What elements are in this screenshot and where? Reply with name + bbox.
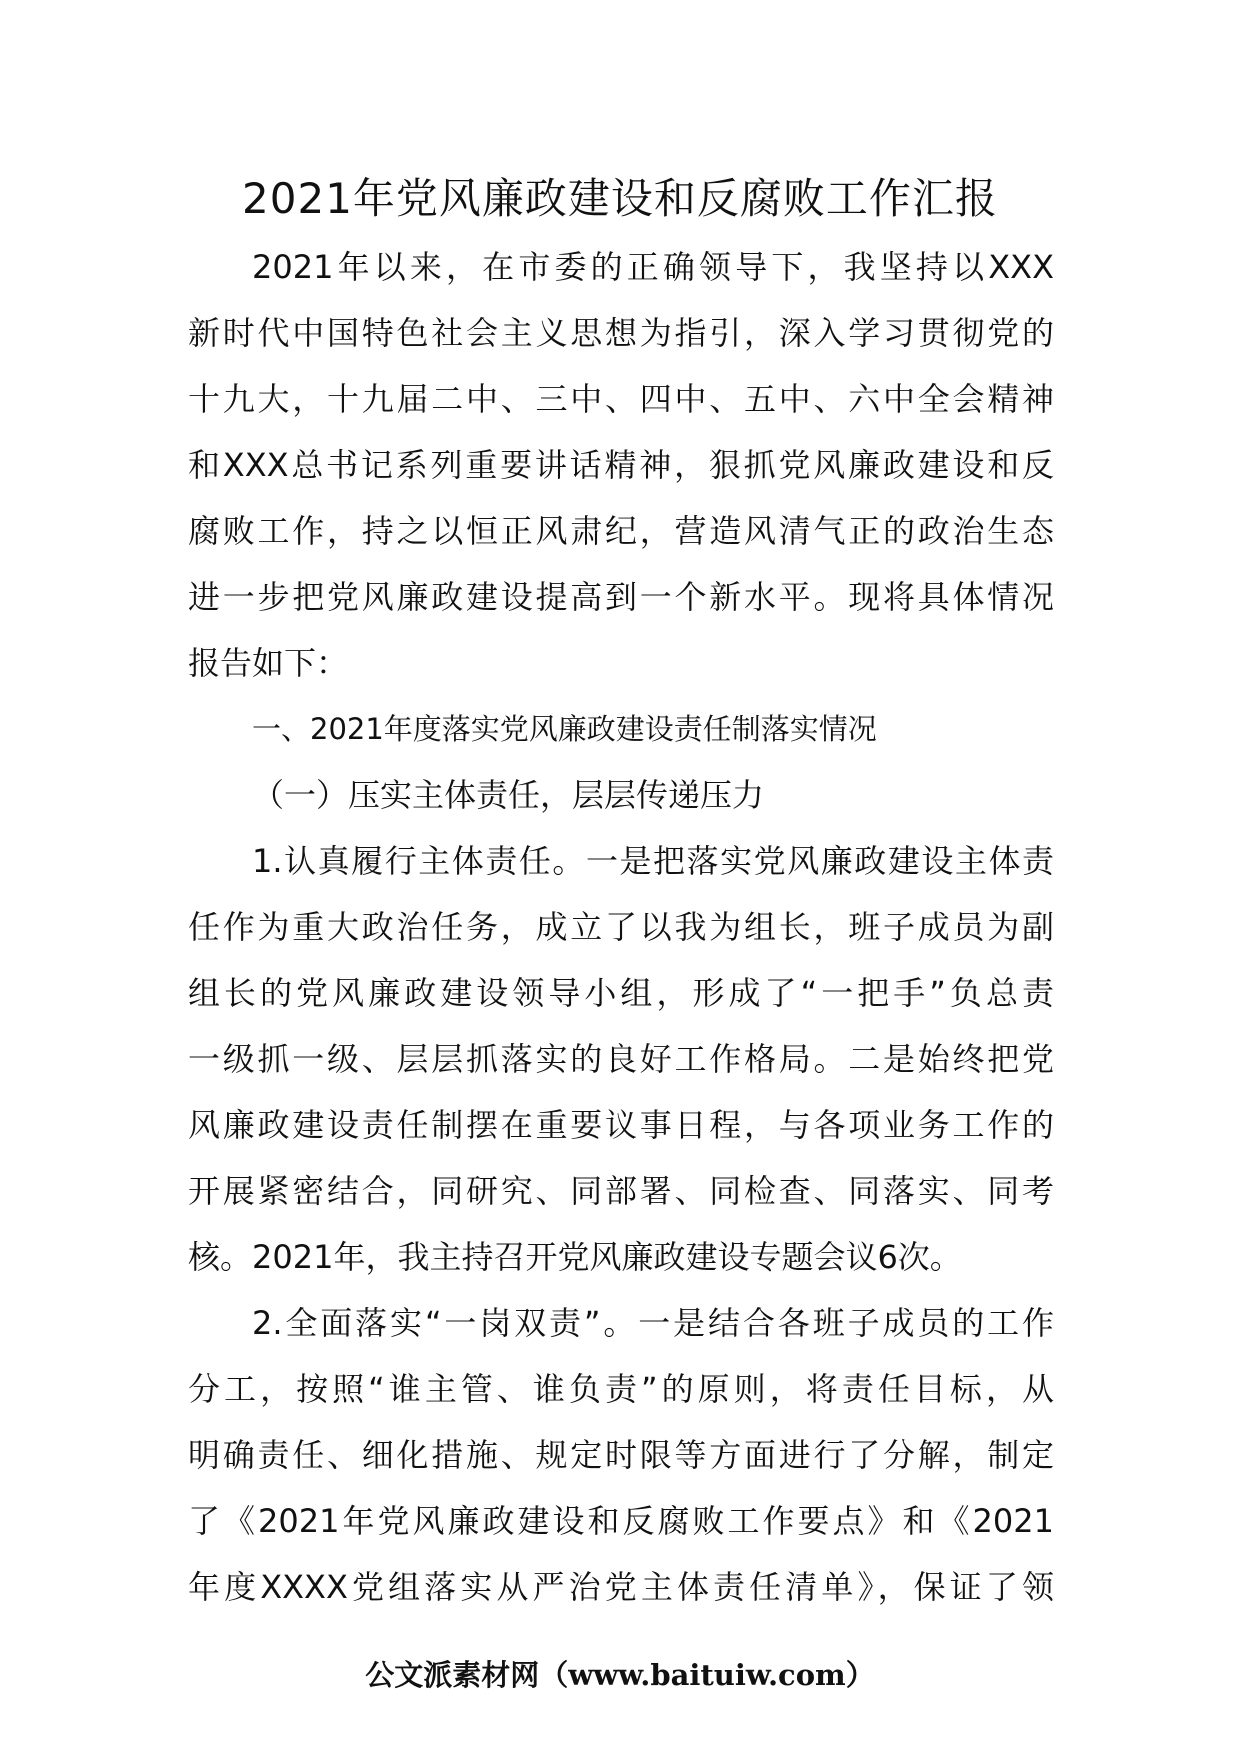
body-text-line: 腐败工作，持之以恒正风肃纪，营造风清气正的政治生态 [188,512,1054,550]
body-text-line: 一、2021年度落实党风廉政建设责任制落实情况 [252,712,877,746]
body-text-line: 年度XXXX党组落实从严治党主体责任清单》，保证了领 [188,1568,1054,1606]
document-body [188,234,1054,1620]
body-text-line: 进一步把党风廉政建设提高到一个新水平。现将具体情况 [188,578,1054,616]
body-text-line: 和XXX总书记系列重要讲话精神，狠抓党风廉政建设和反 [188,446,1054,484]
body-text-line: 报告如下： [188,644,349,682]
body-text-line: 十九大，十九届二中、三中、四中、五中、六中全会精神 [188,380,1054,418]
body-text-line: 风廉政建设责任制摆在重要议事日程，与各项业务工作的 [188,1106,1054,1144]
body-text-line: 了《2021年党风廉政建设和反腐败工作要点》和《2021 [188,1502,1054,1540]
body-text-line: 任作为重大政治任务，成立了以我为组长，班子成员为副 [188,908,1054,946]
body-text-line: 2021年以来，在市委的正确领导下，我坚持以XXX [252,248,1054,286]
body-text-line: 2.全面落实“一岗双责”。一是结合各班子成员的工作 [252,1304,1054,1342]
body-text-line: 1.认真履行主体责任。一是把落实党风廉政建设主体责 [252,842,1054,880]
body-text-line: 组长的党风廉政建设领导小组，形成了“一把手”负总责 [188,974,1054,1012]
watermark-footer: 公文派素材网（www.baituiw.com） [365,1658,875,1692]
body-text-line: （一）压实主体责任，层层传递压力 [252,776,765,814]
body-text-line: 明确责任、细化措施、规定时限等方面进行了分解，制定 [188,1436,1054,1474]
document-title: 2021年党风廉政建设和反腐败工作汇报 [242,174,998,223]
body-text-line: 一级抓一级、层层抓落实的良好工作格局。二是始终把党 [188,1040,1054,1078]
body-text-line: 新时代中国特色社会主义思想为指引，深入学习贯彻党的 [188,314,1054,352]
body-text-line: 开展紧密结合，同研究、同部署、同检查、同落实、同考 [188,1172,1054,1210]
body-text-line: 核。2021年，我主持召开党风廉政建设专题会议6次。 [188,1238,962,1276]
body-text-line: 分工，按照“谁主管、谁负责”的原则，将责任目标，从 [188,1370,1054,1408]
